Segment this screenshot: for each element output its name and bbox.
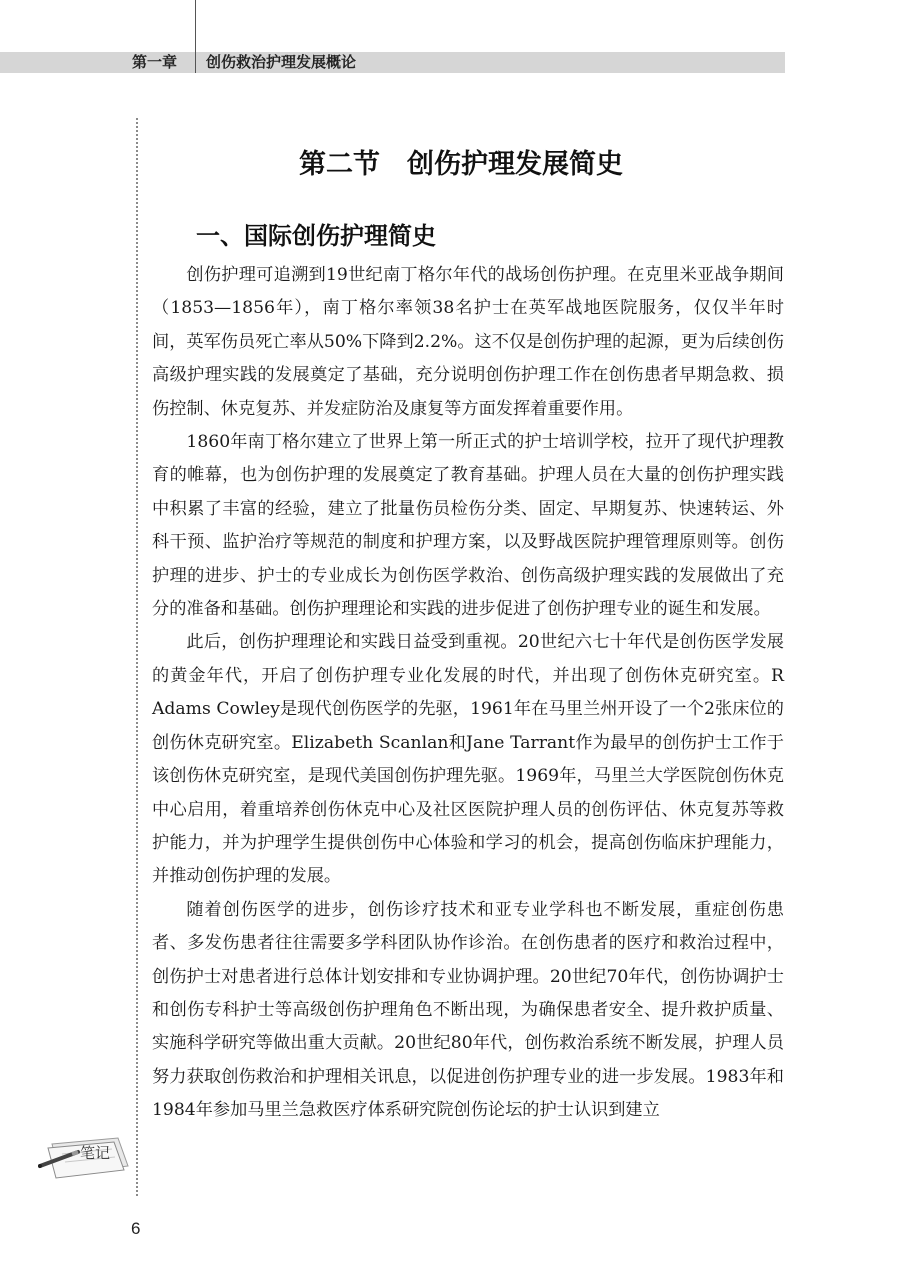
- running-header-bar: [0, 52, 785, 73]
- paragraph: 1860年南丁格尔建立了世界上第一所正式的护士培训学校，拉开了现代护理教育的帷幕，也为创伤护理的发展奠定了教育基础。护理人员在大量的创伤护理实践中积累了丰富的经验，建立了批量伤员检伤分类、固定、早期复苏、快速转运、外科干预、监护治疗等规范的制度和护理方案，以及野战医院护理管理原则等。创伤护理的进步、护士的专业成长为创伤医学救治、创伤高级护理实践的发展做出了充分的准备和基础。创伤护理理论和实践的进步促进了创伤护理专业的诞生和发展。: [152, 432, 784, 620]
- notes-label: 笔记: [80, 1144, 111, 1162]
- paragraph: 随着创伤医学的进步，创伤诊疗技术和亚专业学科也不断发展，重症创伤患者、多发伤患者往往需要多学科团队协作诊治。在创伤患者的医疗和救治过程中，创伤护士对患者进行总体计划安排和专业协调护理。20世纪70年代，创伤协调护士和创伤专科护士等高级创伤护理角色不断出现，为确保患者安全、提升救护质量、实施科学研究等做出重大贡献。20世纪80年代，创伤救治系统不断发展，护理人员努力获取创伤救治和护理相关讯息，以促进创伤护理专业的进一步发展。1983年和1984年参加马里兰急救医疗体系研究院创伤论坛的护士认识到建立: [152, 899, 784, 1121]
- body-text: [152, 259, 784, 1128]
- section-title: 第二节 创伤护理发展简史: [299, 149, 623, 180]
- paragraph: 创伤护理可追溯到19世纪南丁格尔年代的战场创伤护理。在克里米亚战争期间（1853—1856年），南丁格尔率领38名护士在英军战地医院服务，仅仅半年时间，英军伤员死亡率从50%下降到2.2%。这不仅是创伤护理的起源，更为后续创伤高级护理实践的发展奠定了基础，充分说明创伤护理工作在创伤患者早期急救、损伤控制、休克复苏、并发症防治及康复等方面发挥着重要作用。: [152, 265, 784, 419]
- running-header-chapter: 第一章: [132, 53, 178, 71]
- notes-margin-dotted-rule: [136, 118, 138, 1196]
- header-divider-line: [195, 0, 196, 73]
- notes-badge: [38, 1132, 130, 1180]
- running-header-title: 创伤救治护理发展概论: [206, 53, 357, 71]
- paragraph: 此后，创伤护理理论和实践日益受到重视。20世纪六七十年代是创伤医学发展的黄金年代，开启了创伤护理专业化发展的时代，并出现了创伤休克研究室。R Adams Cowley是现代创伤医学的先驱，1961年在马里兰州开设了一个2张床位的创伤休克研究室。Elizabeth Scanlan和Jane Tarrant作为最早的创伤护士工作于该创伤休克研究室，是现代美国创伤护理先驱。1969年，马里兰大学医院创伤休克中心启用，着重培养创伤休克中心及社区医院护理人员的创伤评估、休克复苏等救护能力，并为护理学生提供创伤中心体验和学习的机会，提高创伤临床护理能力，并推动创伤护理的发展。: [152, 632, 784, 887]
- page-number: 6: [131, 1219, 141, 1238]
- subsection-title: 一、国际创伤护理简史: [196, 222, 436, 250]
